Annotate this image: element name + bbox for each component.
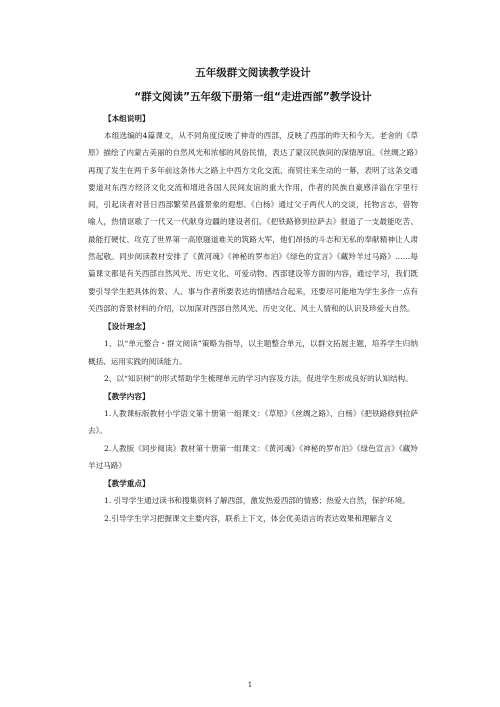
section-heading: 【本组说明】 [104,114,150,123]
page-number: 1 [247,681,253,689]
section-paragraph: 2.引导学生学习把握课文主要内容，联系上下文，体会优美语言的表达效果和理解含义 [104,513,393,523]
section-heading: 【教学重点】 [104,479,150,489]
section-paragraph: 2、以“知识树”的形式帮助学生梳理单元的学习内容及方法，促进学生形成良好的认知结构。 [104,373,413,383]
section-paragraph: 2.人教版《同步阅读》教材第十册第一组课文：《黄河魂》《神秘的罗布泊》《绿色宣言》《藏羚羊过马路》 [88,443,418,471]
section-teaching-focus [88,475,418,527]
section-paragraph: 1.人教课标版教材小学语文第十册第一组课文：《草原》《丝绸之路》、白杨》《把铁路修到拉萨去》。 [88,409,418,436]
section-heading: 【教学内容】 [104,392,150,402]
section-paragraph: 1. 引导学生通过读书和搜集资料了解西部，激发热爱西部的情感；热爱大自然，保护环境。 [104,496,410,506]
section-teaching-content [88,388,418,474]
document-body [88,64,418,527]
section-description [88,110,418,317]
section-paragraph: 本组选编的4篇课文，从不同角度反映了神奇的西部，反映了西部的昨天和今天。老舍的《草原》描绘了内蒙古美丽的自然风光和浓郁的风俗民情，表达了蒙汉民族间的深情厚谊。《丝绸之路》再现了发生在两千多年前这条伟大之路上中西方文化交流、商贸往来生动的一幕，表明了这条交通要道对东西方经济文化交流和增进各国人民间友谊的重大作用，作者的民族自豪感洋溢在字里行间，引起读者对昔日西部繁荣昌盛景象的遐想。《白杨》通过父子两代人的交谈，托物言志，借物喻人，热情讴歌了一代又一代献身边疆的建设者们。《把铁路修到拉萨去》报道了一支最能吃苦、最能打硬仗、攻克了世界第一高原隧道难关的筑路大军，他们昂扬的斗志和无私的奉献精神让人肃然起敬。同步阅读教材安排了《黄河魂》《神秘的罗布泊》《绿色的宣言》《藏羚羊过马路》……每篇课文都是有关西部自然风光、历史文化、可爱动物、西部建设等方面的内容，通过学习，我们既要引导学生把具体的景、人、事与作者所要表达的情感结合起来，还要尽可能地为学生多作一点有关西部的背景材料的介绍，以加深对西部自然风光、历史文化、风土人情和的认识及珍爱大自然。 [88,131,418,313]
section-heading: 【设计理念】 [104,322,150,332]
section-paragraph: 1、以“单元整合・群文阅读”策略为指导，以主题整合单元，以群文拓展主题，培养学生归纳概括、运用实践的阅读能力。 [88,339,418,366]
document-title: 五年级群文阅读教学设计 [195,67,311,79]
section-design-concept [88,318,418,387]
document-subtitle: “群文阅读”五年级下册第一组“走进西部”教学设计 [134,91,372,103]
